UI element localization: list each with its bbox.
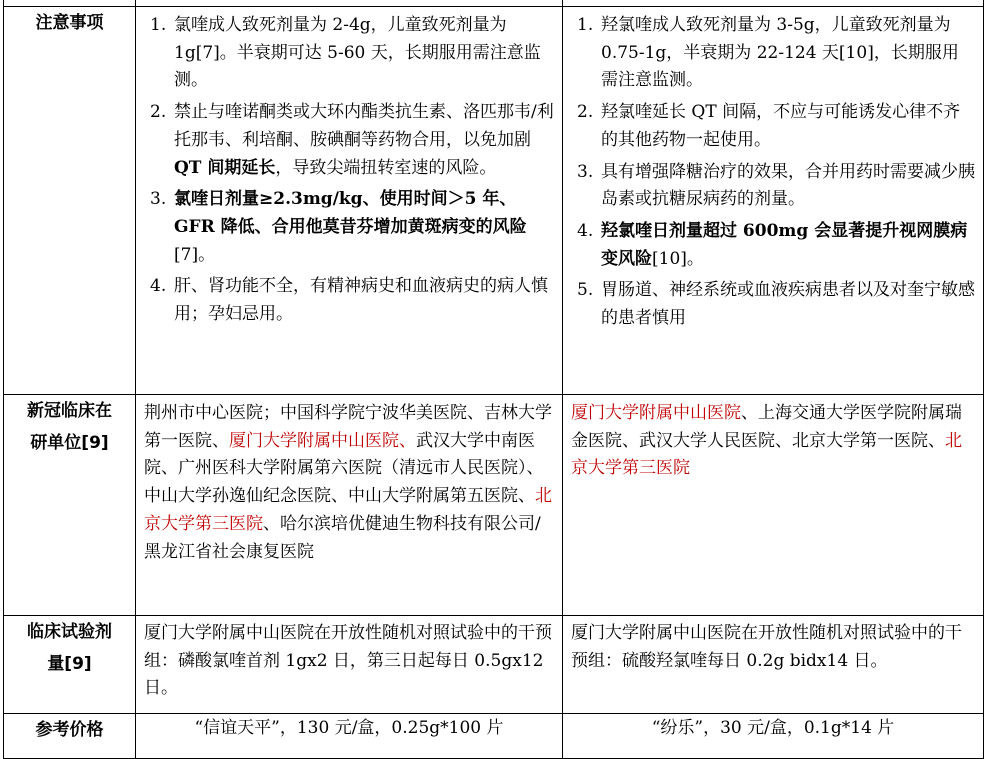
- label-line: 量[9]: [47, 654, 92, 674]
- hospital-text: 荆州市中心医院；中国科学院宁波华美医院、吉林大学第一医院、: [144, 403, 552, 451]
- item-number: 5.: [577, 280, 594, 301]
- dosage-text: 厦门大学附属中山医院在开放性随机对照试验中的干预组：磷酸氯喹首剂 1gx2 日，第三日起每日 0.5gx12 日。: [144, 623, 552, 699]
- research-units-label: [4, 395, 136, 616]
- list-item: [144, 186, 554, 269]
- item-bold-text: 氯喹日剂量≥2.3mg/kg、使用时间＞5 年、GFR 降低、合用他莫昔芬增加黄斑病变的风险: [174, 189, 527, 237]
- precautions-label: 注意事项: [4, 7, 136, 395]
- list-item: [571, 159, 975, 214]
- highlighted-hospital: 北京大学第三医院: [571, 430, 962, 479]
- list-item: [144, 273, 554, 328]
- list-item: [571, 99, 975, 154]
- dosage-row: [4, 616, 984, 714]
- item-number: 3.: [150, 189, 167, 210]
- item-number: 1.: [150, 15, 167, 35]
- list-item: [571, 218, 975, 273]
- highlighted-hospital: 厦门大学附属中山医院: [571, 403, 741, 423]
- item-text: ，导致尖端扭转室速的风险。: [275, 157, 497, 178]
- hospital-text: 、上海交通大学医学院附属瑞金医院、武汉大学人民医院、北京大学第一医院、: [571, 403, 962, 451]
- price-label: 参考价格: [4, 714, 136, 759]
- item-number: 4.: [577, 220, 594, 241]
- item-number: 1.: [577, 15, 594, 35]
- hydroxychloroquine-price: “纷乐”，30 元/盒，0.1g*14 片: [563, 714, 984, 759]
- list-item: [144, 99, 554, 182]
- item-text: 羟氯喹成人致死剂量为 3-5g，儿童致死剂量为 0.75-1g，半衰期为 22-124 天[10]，长期服用需注意监测。: [601, 15, 959, 91]
- item-text: [7]。: [174, 244, 216, 265]
- label-line: 临床试验剂: [27, 622, 112, 642]
- label-line: 研单位[9]: [30, 433, 109, 453]
- item-number: 2.: [150, 102, 167, 123]
- highlighted-hospital: 厦门大学附属中山医院、: [229, 430, 416, 451]
- chloroquine-price: “信谊天平”，130 元/盒，0.25g*100 片: [136, 714, 563, 759]
- item-number: 4.: [150, 276, 167, 297]
- comparison-table: [3, 0, 984, 759]
- item-bold-text: 羟氯喹日剂量超过 600mg 会显著提升视网膜病变风险: [601, 220, 968, 269]
- item-number: 2.: [577, 102, 594, 123]
- dosage-text: 厦门大学附属中山医院在开放性随机对照试验中的干预组：硫酸羟氯喹每日 0.2g bidx14 日。: [571, 623, 962, 671]
- label-line: 新冠临床在: [27, 401, 112, 421]
- list-item: [144, 12, 554, 95]
- hydroxychloroquine-dosage-cell: [563, 616, 984, 714]
- hospital-text: 、哈尔滨培优健迪生物科技有限公司/黑龙江省社会康复医院: [144, 513, 541, 562]
- item-text: 具有增强降糖治疗的效果，合并用药时需要减少胰岛素或抗糖尿病药的剂量。: [601, 161, 975, 210]
- precautions-row: [4, 7, 984, 395]
- dosage-label: [4, 616, 136, 714]
- item-text: [10]。: [652, 248, 704, 269]
- item-text: 胃肠道、神经系统或血液疾病患者以及对奎宁敏感的患者慎用: [601, 280, 975, 329]
- item-text: 肝、肾功能不全，有精神病史和血液病史的病人慎用；孕妇忌用。: [174, 276, 548, 325]
- item-number: 3.: [577, 161, 594, 182]
- list-item: [571, 12, 975, 95]
- chloroquine-precautions-cell: [136, 7, 563, 395]
- hydroxychloroquine-precautions-cell: [563, 7, 984, 395]
- highlighted-hospital: 北京大学第三医院: [144, 486, 552, 534]
- research-units-row: [4, 395, 984, 616]
- item-text: 禁止与喹诺酮类或大环内酯类抗生素、洛匹那韦/利托那韦、利培酮、胺碘酮等药物合用，以免加剧: [174, 102, 554, 150]
- chloroquine-research-units-cell: [136, 395, 563, 616]
- list-item: [571, 277, 975, 332]
- item-text: 氯喹成人致死剂量为 2-4g，儿童致死剂量为 1g[7]。半衰期可达 5-60 天，长期服用需注意监测。: [174, 15, 541, 91]
- item-bold-text: QT 间期延长: [174, 157, 276, 178]
- chloroquine-dosage-cell: [136, 616, 563, 714]
- item-text: 羟氯喹延长 QT 间隔，不应与可能诱发心律不齐的其他药物一起使用。: [601, 102, 961, 150]
- hydroxychloroquine-research-units-cell: [563, 395, 984, 616]
- hospital-text: 武汉大学中南医院、广州医科大学附属第六医院（清远市人民医院）、中山大学孙逸仙纪念医院、中山大学附属第五医院、: [144, 430, 544, 507]
